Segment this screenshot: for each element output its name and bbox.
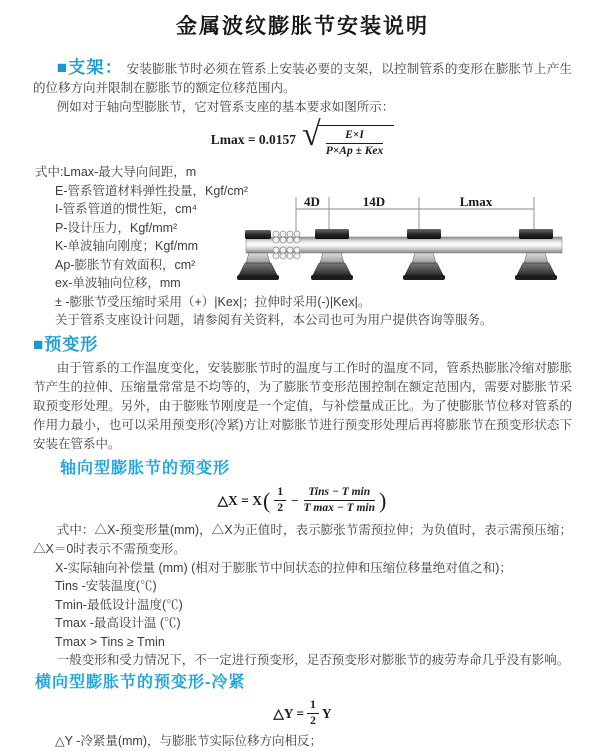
- lateral-preform-heading: 横向型膨胀节的预变形-冷紧: [35, 674, 246, 691]
- dimension-label-lmax: Lmax: [459, 194, 493, 209]
- one-half-fraction: [307, 699, 319, 728]
- lateral-formula-note: △Y -冷紧量(mm)，与膨胀节实际位移方向相反；: [55, 734, 323, 748]
- axial-closing-note: 一般变形和受力情况下，不一定进行预变形，足否预变形对膨胀节的疲劳寿命几乎没有影响。: [56, 653, 570, 667]
- definition-item: E-管系管道材料弹性投量，Kgf/cm²: [55, 183, 249, 198]
- dimension-label-14d: 14D: [362, 194, 386, 209]
- axial-variable-list: [33, 559, 572, 652]
- axial-preform-formula: [33, 485, 572, 517]
- variable-item: X-实际轴向补偿量 (mm) (相对于膨胀节中间状态的拉伸和压缩位移量绝对值之和)；: [55, 560, 512, 575]
- pipe: [246, 237, 562, 253]
- lmax-fraction-numerator: E×I: [326, 129, 384, 144]
- lateral-formula-rhs: Y: [321, 705, 332, 721]
- fraction-denominator: 2: [277, 502, 284, 514]
- support-section-heading: ■支架：: [56, 58, 123, 77]
- temperature-fraction: [304, 486, 376, 515]
- lmax-fraction-denominator: P×Ap ± Kex: [325, 145, 384, 157]
- preform-section-heading: ■预变形: [33, 334, 99, 354]
- support-intro-text: 安装膨胀节时必须在管系上安装必要的支架，以控制管系的变形在膨胀节上产生的位移方向并限制在膨胀节的额定位移范围内。: [33, 62, 572, 95]
- support-intro-paragraph: [33, 58, 572, 98]
- dimension-label-4d: 4D: [304, 194, 320, 209]
- axial-formula-note: 式中：△X-预变形量(mm)，△X为正值时，表示膨张节需预拉伸；为负值时，表示需预压缩；△X＝0时表示不需预变形。: [33, 522, 572, 556]
- pipe-guide-support: [311, 229, 353, 280]
- fraction-numerator: 1: [274, 486, 286, 501]
- definitions-and-diagram: [33, 163, 572, 329]
- radical-sign: [302, 116, 394, 158]
- radicand: [317, 125, 395, 158]
- definition-item: 式中:Lmax-最大导向间距，m: [35, 165, 197, 179]
- document-title: 金属波纹膨胀节安装说明: [176, 15, 429, 38]
- fraction-numerator: Tins − T min: [304, 486, 376, 501]
- sqrt-glyph: √: [302, 116, 321, 153]
- definition-item: ex-单波轴向位移，mm: [55, 276, 181, 290]
- variable-item: Tins -安装温度(℃): [55, 579, 157, 593]
- fraction-denominator: T max − T min: [303, 502, 375, 514]
- definition-item: Ap-膨胀节有效面积，cm²: [55, 257, 196, 272]
- preform-body-paragraph: 由于管系的工作温度变化，安装膨胀节时的温度与工作时的温度不同，管系热膨胀冷缩对膨胀节产生的拉伸、压缩量常常是不均等的，为了膨胀节变形范围控制在额定范围内，需要对膨胀节采取预变形处理。另外，由于膨账节刚度是一个定值，与补偿量成正比。为了使膨胀节位移对管系的作用力最小，也可以采用预变形(冷紧)方让对膨胀节进行预变形处理后再将膨胀节在预变形状态下安装在管系中。: [33, 360, 572, 451]
- definition-item: P-设计压力，Kgf/mm²: [55, 220, 178, 235]
- axial-formula-lhs: △X = X: [217, 492, 262, 508]
- axial-preform-heading: 轴向型膨胀节的预变形: [60, 459, 231, 477]
- variable-item: Tmax -最高设计温 (℃): [55, 616, 181, 630]
- fraction-numerator: 1: [307, 699, 319, 714]
- pipe-guide-support: [403, 229, 445, 280]
- definition-item: K-单波轴向刚度；Kgf/mm: [55, 239, 199, 253]
- lateral-formula-lhs: △Y =: [273, 705, 305, 721]
- one-half-fraction: [274, 486, 286, 515]
- fraction-denominator: 2: [310, 715, 316, 727]
- open-paren: (: [263, 487, 271, 513]
- definition-item: I-管系管道的惯性矩，cm⁴: [55, 202, 198, 216]
- lmax-formula-lhs: Lmax = 0.0157: [210, 132, 297, 147]
- close-paren: ): [379, 487, 387, 513]
- lmax-formula: [33, 116, 572, 158]
- pipe-guide-support: [515, 229, 557, 280]
- pipe-support-diagram: [244, 193, 594, 289]
- lateral-preform-formula: [33, 699, 572, 728]
- lmax-fraction: [326, 129, 384, 158]
- minus-operator: −: [291, 492, 299, 508]
- support-example-line: 例如对于轴向型膨胀节，它对管系支座的基本要求如图所示：: [56, 100, 395, 114]
- consult-note: 关于管系支座设计问题，请参阅有关资料，本公司也可为用户提供咨询等服务。: [55, 312, 493, 327]
- variable-item: Tmin-最低设计温度(℃): [55, 597, 183, 612]
- variable-item: Tmax > Tins ≥ Tmin: [55, 634, 165, 649]
- plus-minus-note: ± -膨胀节受压缩时采用（+）|Kex|；拉伸时采用(-)|Kex|。: [55, 294, 371, 309]
